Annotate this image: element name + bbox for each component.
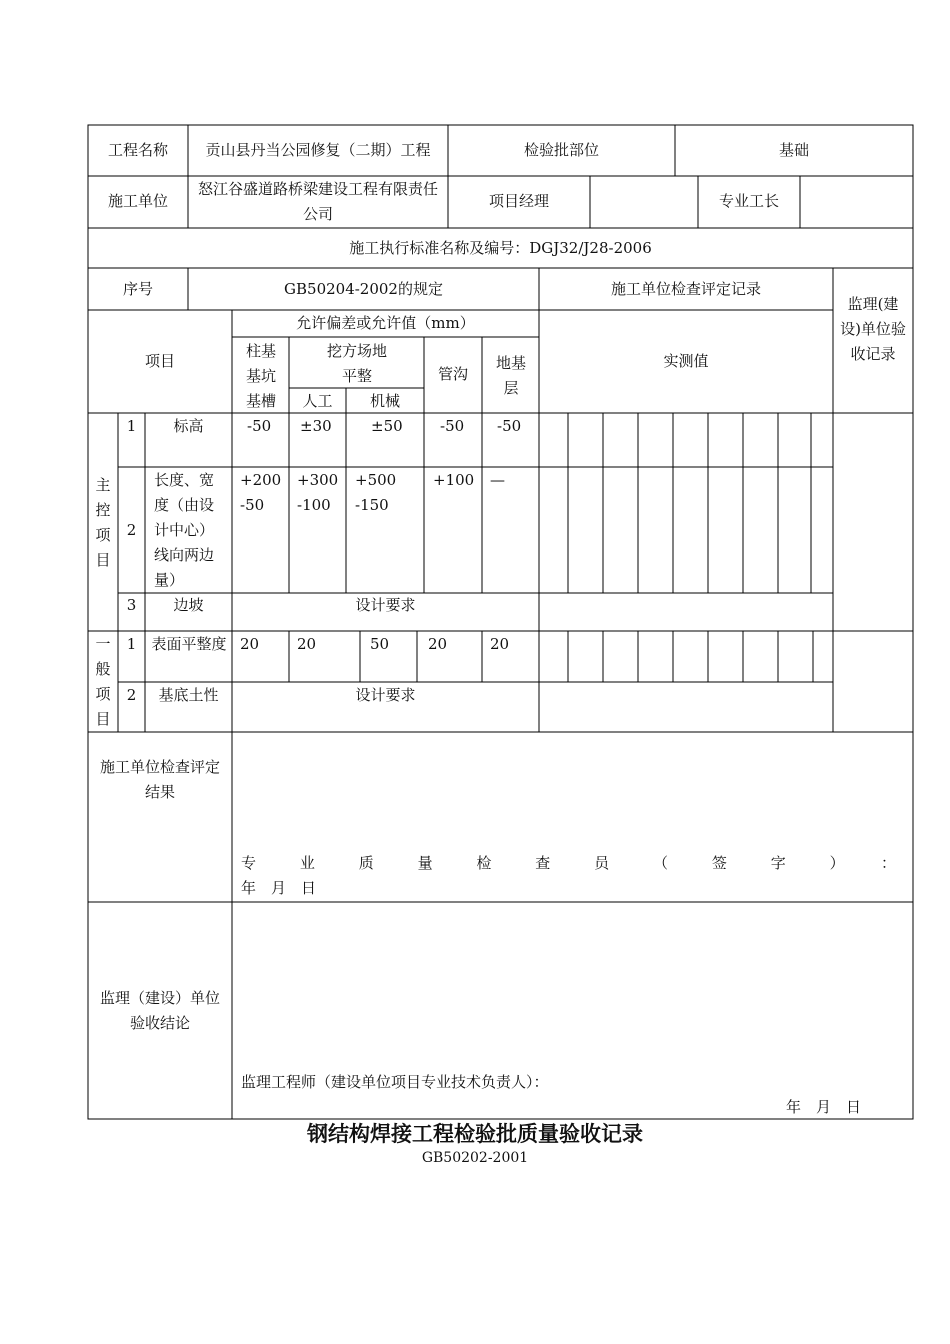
general-row-1-manual: 20	[297, 635, 317, 653]
excavation-header: 挖方场地平整	[327, 342, 388, 385]
supervision-header: 监理(建设)单位验收记录	[840, 295, 906, 363]
engineer-signature-line: 监理工程师（建设单位项目专业技术负责人）：	[241, 1073, 549, 1091]
general-row-2-no: 2	[126, 686, 137, 704]
general-items-label: 一般项目	[95, 635, 111, 728]
inspector-signature-line: 专业质量检查员（签字）：	[241, 854, 896, 872]
spec-header: GB50204-2002的规定	[284, 280, 443, 298]
contractor-value: 怒江谷盛道路桥梁建设工程有限责任公司	[197, 180, 438, 223]
measured-header: 实测值	[663, 352, 709, 370]
main-row-3-name: 边坡	[173, 596, 204, 614]
main-row-2-mechanical: +500 -150	[355, 471, 397, 514]
general-row-2-requirement: 设计要求	[355, 686, 416, 704]
foreman-label: 专业工长	[718, 192, 779, 210]
next-form-code: GB50202-2001	[421, 1150, 529, 1166]
main-row-2-pit: +200 -50	[240, 471, 282, 514]
batch-location-label: 检验批部位	[523, 141, 599, 159]
supervision-result-label: 监理（建设）单位验收结论	[99, 989, 220, 1032]
main-row-2-manual: +300 -100	[297, 471, 339, 514]
batch-location-value: 基础	[778, 141, 809, 159]
main-row-1-trench: -50	[440, 417, 465, 435]
seq-header: 序号	[122, 280, 153, 298]
manual-header: 人工	[302, 392, 333, 410]
next-form-title: 钢结构焊接工程检验批质量验收记录	[307, 1122, 643, 1146]
general-row-2-name: 基底土性	[158, 686, 219, 704]
mechanical-header: 机械	[369, 392, 400, 410]
trench-header: 管沟	[437, 365, 468, 383]
general-row-1-pit: 20	[240, 635, 260, 653]
project-name-value: 贡山县丹当公园修复（二期）工程	[205, 141, 431, 159]
contractor-date-line: 年 月 日	[241, 879, 317, 897]
main-row-2-trench: +100	[433, 471, 475, 489]
main-row-2-no: 2	[126, 521, 137, 539]
main-row-1-no: 1	[126, 417, 137, 435]
contractor-result-label: 施工单位检查评定结果	[99, 758, 220, 801]
check-record-header: 施工单位检查评定记录	[610, 280, 761, 298]
main-row-2-base: —	[490, 471, 505, 489]
main-items-label: 主控项目	[95, 476, 111, 569]
project-manager-label: 项目经理	[488, 192, 549, 210]
main-row-2-name: 长度、宽度（由设计中心）线向两边量）	[154, 471, 215, 589]
item-header: 项目	[144, 352, 175, 370]
main-row-3-requirement: 设计要求	[355, 596, 416, 614]
main-row-1-pit: -50	[247, 417, 272, 435]
main-row-1-mechanical: ±50	[371, 417, 403, 435]
main-row-1-base: -50	[497, 417, 522, 435]
standard-line: 施工执行标准名称及编号：DGJ32/J28-2006	[349, 239, 652, 257]
project-name-label: 工程名称	[107, 141, 168, 159]
main-row-3-no: 3	[126, 596, 137, 614]
main-row-1-name: 标高	[173, 417, 204, 435]
pit-header: 柱基基坑基槽	[245, 342, 276, 410]
general-row-1-name: 表面平整度	[151, 635, 227, 653]
contractor-label: 施工单位	[107, 192, 168, 210]
supervision-date-line: 年 月 日	[786, 1098, 862, 1116]
general-row-1-trench: 20	[428, 635, 448, 653]
general-row-1-base: 20	[490, 635, 510, 653]
general-row-1-no: 1	[126, 635, 137, 653]
base-layer-header: 地基层	[495, 354, 526, 397]
tolerance-header: 允许偏差或允许值（mm）	[296, 314, 475, 332]
general-row-1-mechanical: 50	[370, 635, 390, 653]
main-row-1-manual: ±30	[300, 417, 332, 435]
